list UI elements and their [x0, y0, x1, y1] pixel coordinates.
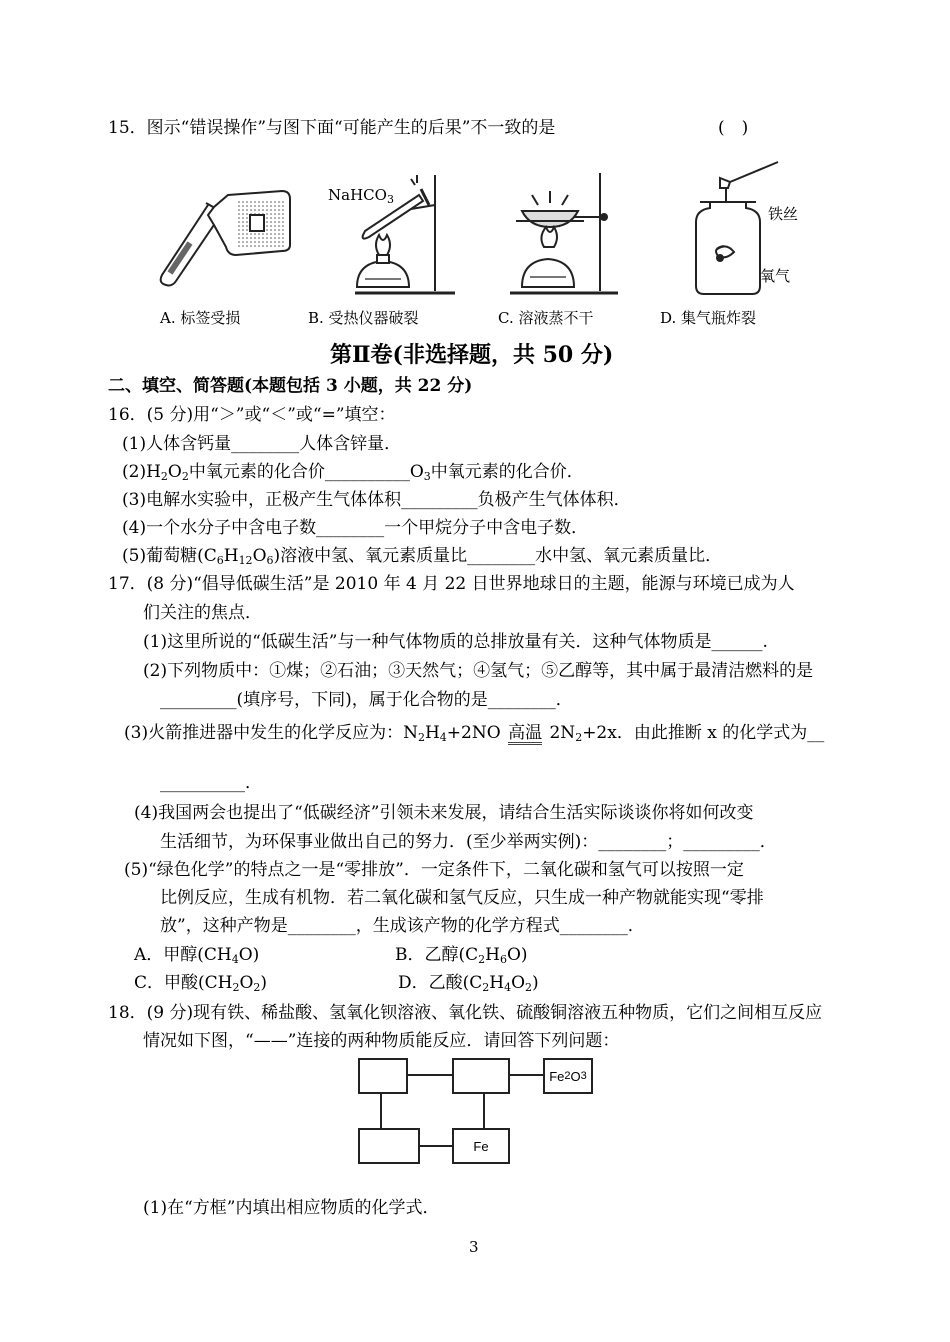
q16-stem: 16．(5 分)用“＞”或“＜”或“=”填空：: [108, 405, 396, 425]
q17-option-b: B．乙醇$(C_2H_6O)$: [395, 945, 528, 966]
q16-item-4: (4)一个水分子中含电子数________一个甲烷分子中含电子数．: [122, 518, 589, 538]
connector-top-2: [509, 1074, 545, 1076]
connector-bottom: [418, 1145, 454, 1147]
q17-item-2b: _________(填序号，下同)，属于化合物的是________．: [160, 690, 573, 710]
figure-d-label-iron-wire: 铁丝: [768, 205, 799, 223]
q16-item-5: (5)葡萄糖$(C_6H_{12}O_6)$溶液中氢、氧元素质量比________水中氢、氧元素质量比．: [122, 546, 723, 567]
q17-stem-line-1: 17．(8 分)“倡导低碳生活”是 2010 年 4 月 22 日世界地球日的主题，能源与环境已成为人: [108, 574, 795, 594]
q16-item-1: (1)人体含钙量________人体含锌量．: [122, 434, 402, 454]
diagram-box-top-middle: [452, 1058, 510, 1094]
figure-b-label: NaHCO$_3$: [328, 186, 394, 206]
caption-b: B. 受热仪器破裂: [308, 309, 419, 327]
connector-left-vertical: [380, 1092, 382, 1130]
page-number: 3: [469, 1238, 479, 1256]
q17-item-5a: (5)“绿色化学”的特点之一是“零排放”．一定条件下，二氧化碳和氢气可以按照一定: [124, 860, 744, 880]
part-two-heading: 二、填空、简答题(本题包括 3 小题，共 22 分): [108, 376, 473, 396]
q17-item-1: (1)这里所说的“低碳生活”与一种气体物质的总排放量有关．这种气体物质是______.: [143, 632, 768, 652]
figure-d-label-oxygen: 氧气: [760, 267, 791, 285]
reaction-condition: 高温: [508, 723, 543, 743]
q17-item-3-blank: __________．: [160, 773, 262, 793]
connector-top-1: [406, 1074, 454, 1076]
diagram-box-bottom-left: [358, 1128, 420, 1164]
figure-a-pouring: [150, 185, 300, 295]
q17-item-2a: (2)下列物质中：①煤；②石油；③天然气；④氢气；⑤乙醇等，其中属于最清洁燃料的是: [143, 661, 814, 681]
q17-stem-line-2: 们关注的焦点．: [143, 603, 262, 623]
figure-c-evaporating: [500, 165, 630, 300]
connector-middle-vertical: [483, 1092, 485, 1130]
figure-b-heating: [335, 165, 475, 300]
q17-item-5b: 比例反应，生成有机物．若二氧化碳和氢气反应，只生成一种产物就能实现“零排: [160, 888, 764, 908]
caption-c: C. 溶液蒸不干: [498, 309, 594, 327]
diagram-box-fe: Fe: [452, 1128, 510, 1164]
q17-option-c: C．甲酸$(CH_2O_2)$: [134, 973, 268, 994]
q17-option-a: A．甲醇$(CH_4O)$: [134, 945, 260, 966]
diagram-box-fe2o3: Fe 2 O 3: [543, 1058, 593, 1094]
q17-option-d: D．乙酸$(C_2H_4O_2)$: [398, 973, 539, 994]
q17-item-4b: 生活细节，为环保事业做出自己的努力．(至少举两实例)：________；_________．: [160, 832, 777, 852]
q15-stem: 15．图示“错误操作”与图下面“可能产生的后果”不一致的是: [108, 118, 556, 138]
q15-answer-paren: ( ): [718, 118, 749, 138]
q16-item-2: $(2)H_2O_2$中氧元素的化合价$\_\_\_\_\_\_\_\_\_\_O_3$中氧元素的化合价．: [122, 462, 584, 483]
q18-stem-line-1: 18．(9 分)现有铁、稀盐酸、氢氧化钡溶液、氧化铁、硫酸铜溶液五种物质，它们之间相互反应: [108, 1003, 823, 1023]
q16-item-3: (3)电解水实验中，正极产生气体体积_________负极产生气体体积．: [122, 490, 631, 510]
section-title: 第Ⅱ卷(非选择题，共 50 分): [330, 342, 614, 368]
diagram-box-top-left: [358, 1058, 408, 1094]
caption-d: D. 集气瓶炸裂: [660, 309, 757, 327]
q17-item-5c: 放”，这种产物是________，生成该产物的化学方程式________．: [160, 916, 645, 936]
q17-item-3: (3)火箭推进器中发生的化学反应为：$N_2H_4+2NO$ 高温 $2N_2+2x$．由此推断 x 的化学式为__: [124, 723, 825, 744]
q17-item-4a: (4)我国两会也提出了“低碳经济”引领未来发展，请结合生活实际谈谈你将如何改变: [134, 803, 754, 823]
caption-a: A. 标签受损: [160, 309, 241, 327]
q18-item-1: (1)在“方框”内填出相应物质的化学式．: [143, 1198, 440, 1218]
q18-stem-line-2: 情况如下图，“——”连接的两种物质能反应．请回答下列问题：: [143, 1031, 620, 1051]
